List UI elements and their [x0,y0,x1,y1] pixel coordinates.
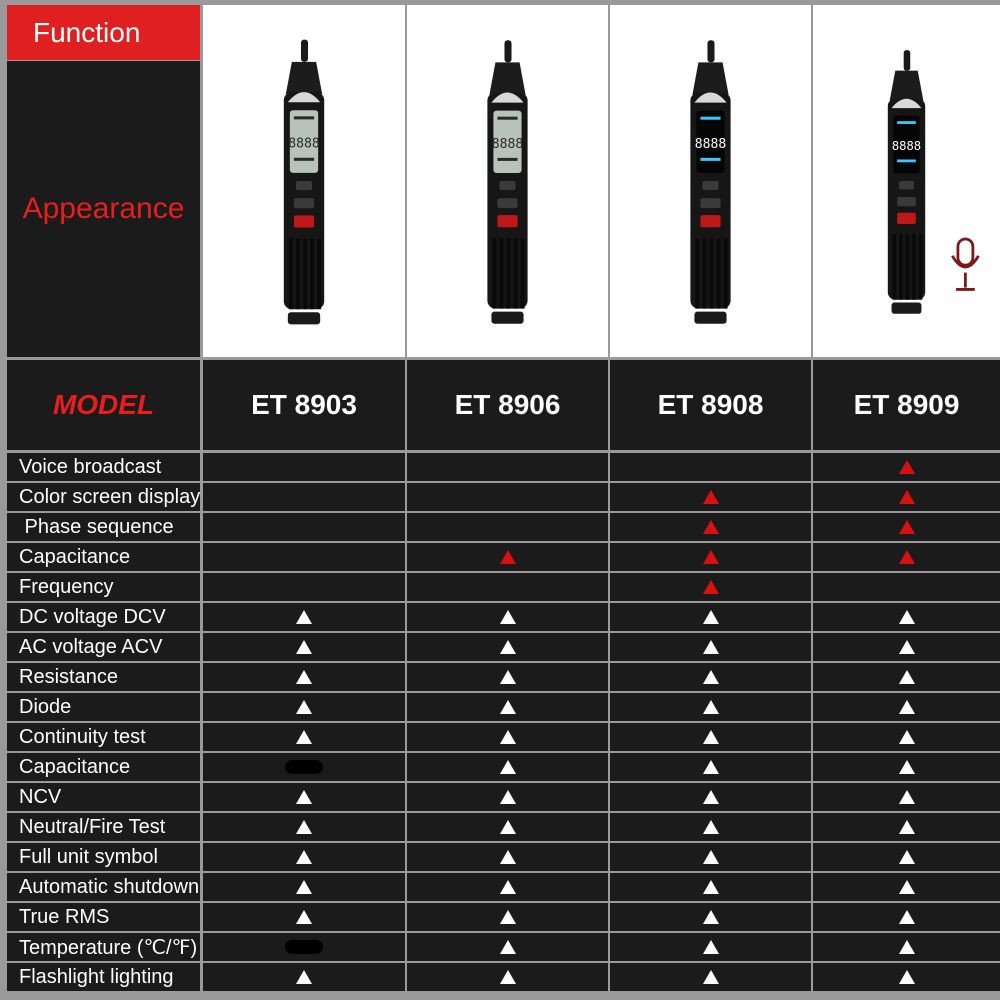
feature-cell [203,933,405,961]
feature-cell [610,633,811,661]
feature-cell [407,453,608,481]
white-triangle-mark [500,910,516,924]
feature-cell [407,723,608,751]
white-triangle-mark [703,730,719,744]
feature-cell [610,873,811,901]
white-triangle-mark [500,850,516,864]
white-triangle-mark [500,640,516,654]
feature-cell [813,453,1000,481]
feature-cell [203,693,405,721]
feature-cell [407,753,608,781]
white-triangle-mark [296,880,312,894]
feature-cell [203,543,405,571]
feature-cell [407,513,608,541]
feature-cell [813,903,1000,931]
white-triangle-mark [703,640,719,654]
white-triangle-mark [296,970,312,984]
feature-cell [610,543,811,571]
feature-cell [407,483,608,511]
feature-cell [407,873,608,901]
white-triangle-mark [899,940,915,954]
feature-cell [813,663,1000,691]
feature-label: True RMS [7,903,200,931]
feature-cell [610,483,811,511]
white-triangle-mark [703,940,719,954]
product-image-3 [610,5,811,357]
white-triangle-mark [296,910,312,924]
red-triangle-mark [703,550,719,564]
feature-cell [203,603,405,631]
white-triangle-mark [500,730,516,744]
feature-label: Frequency [7,573,200,601]
white-triangle-mark [703,850,719,864]
product-image-2 [407,5,608,357]
white-triangle-mark [500,700,516,714]
feature-cell [610,723,811,751]
white-triangle-mark [703,670,719,684]
feature-cell [407,933,608,961]
svg-text:8888: 8888 [694,136,727,152]
feature-cell [610,903,811,931]
white-triangle-mark [296,610,312,624]
feature-label: Neutral/Fire Test [7,813,200,841]
white-triangle-mark [296,820,312,834]
feature-cell [203,903,405,931]
white-triangle-mark [500,880,516,894]
white-triangle-mark [296,730,312,744]
white-triangle-mark [296,640,312,654]
white-triangle-mark [703,820,719,834]
feature-cell [203,483,405,511]
feature-cell [407,633,608,661]
feature-cell [407,663,608,691]
red-triangle-mark [703,490,719,504]
feature-cell [610,963,811,991]
white-triangle-mark [296,850,312,864]
microphone-icon [952,239,978,289]
feature-cell [813,633,1000,661]
white-triangle-mark [500,670,516,684]
feature-cell [813,543,1000,571]
feature-cell [407,603,608,631]
feature-cell [203,753,405,781]
feature-cell [813,753,1000,781]
feature-cell [407,573,608,601]
feature-cell [610,603,811,631]
function-header: Function [7,5,200,60]
red-triangle-mark [899,490,915,504]
red-triangle-mark [899,520,915,534]
feature-label: Voice broadcast [7,453,200,481]
white-triangle-mark [899,670,915,684]
feature-cell [203,813,405,841]
white-triangle-mark [899,700,915,714]
feature-cell [610,933,811,961]
white-triangle-mark [899,820,915,834]
svg-text:8888: 8888 [491,136,524,152]
feature-cell [203,513,405,541]
feature-cell [610,783,811,811]
feature-cell [813,573,1000,601]
red-triangle-mark [500,550,516,564]
white-triangle-mark [500,610,516,624]
appearance-label: Appearance [7,61,200,357]
feature-label: Continuity test [7,723,200,751]
feature-cell [407,543,608,571]
redacted-mark [285,940,323,954]
product-image-1 [203,5,405,357]
red-triangle-mark [899,550,915,564]
feature-label: Automatic shutdown [7,873,200,901]
white-triangle-mark [500,820,516,834]
feature-label: Capacitance [7,753,200,781]
feature-cell [610,753,811,781]
white-triangle-mark [899,910,915,924]
feature-label: Color screen display [7,483,200,511]
model-name: ET 8909 [813,360,1000,450]
feature-cell [610,843,811,871]
red-triangle-mark [899,460,915,474]
feature-cell [203,663,405,691]
white-triangle-mark [899,850,915,864]
feature-cell [813,783,1000,811]
feature-cell [203,633,405,661]
white-triangle-mark [703,880,719,894]
feature-cell [610,693,811,721]
white-triangle-mark [703,910,719,924]
multimeter-pen-icon [888,50,925,314]
feature-label: Phase sequence [7,513,200,541]
feature-label: AC voltage ACV [7,633,200,661]
feature-cell [407,813,608,841]
feature-label: Capacitance [7,543,200,571]
feature-cell [203,843,405,871]
white-triangle-mark [703,700,719,714]
multimeter-pen-icon [284,40,324,325]
feature-cell [813,513,1000,541]
feature-label: Resistance [7,663,200,691]
model-name: ET 8906 [407,360,608,450]
red-triangle-mark [703,580,719,594]
feature-cell [203,453,405,481]
feature-cell [610,573,811,601]
white-triangle-mark [703,790,719,804]
white-triangle-mark [899,730,915,744]
feature-cell [813,963,1000,991]
feature-cell [203,873,405,901]
feature-cell [813,933,1000,961]
feature-cell [407,963,608,991]
feature-cell [407,783,608,811]
feature-label: Diode [7,693,200,721]
redacted-mark [285,760,323,774]
white-triangle-mark [296,670,312,684]
white-triangle-mark [899,760,915,774]
feature-label: Flashlight lighting [7,963,200,991]
white-triangle-mark [899,880,915,894]
feature-cell [203,963,405,991]
feature-label: NCV [7,783,200,811]
feature-cell [610,513,811,541]
white-triangle-mark [899,790,915,804]
white-triangle-mark [296,700,312,714]
white-triangle-mark [703,760,719,774]
model-name: ET 8908 [610,360,811,450]
feature-cell [407,843,608,871]
feature-cell [813,873,1000,901]
white-triangle-mark [899,970,915,984]
feature-cell [610,813,811,841]
svg-text:8888: 8888 [288,136,320,152]
multimeter-pen-icon [487,40,527,323]
white-triangle-mark [500,790,516,804]
feature-label: Temperature (℃/℉) [7,933,200,961]
white-triangle-mark [703,610,719,624]
feature-cell [203,723,405,751]
feature-cell [610,663,811,691]
feature-cell [813,483,1000,511]
feature-cell [813,813,1000,841]
feature-cell [813,603,1000,631]
white-triangle-mark [500,970,516,984]
model-label: MODEL [7,360,200,450]
feature-cell [813,723,1000,751]
feature-cell [813,693,1000,721]
feature-cell [203,783,405,811]
white-triangle-mark [296,790,312,804]
feature-cell [407,693,608,721]
white-triangle-mark [500,940,516,954]
feature-cell [203,573,405,601]
white-triangle-mark [500,760,516,774]
white-triangle-mark [703,970,719,984]
feature-label: Full unit symbol [7,843,200,871]
white-triangle-mark [899,640,915,654]
feature-cell [813,843,1000,871]
multimeter-pen-icon [690,40,730,323]
feature-label: DC voltage DCV [7,603,200,631]
feature-cell [407,903,608,931]
product-image-4 [813,5,1000,357]
svg-text:8888: 8888 [891,139,922,154]
white-triangle-mark [899,610,915,624]
feature-cell [610,453,811,481]
red-triangle-mark [703,520,719,534]
model-name: ET 8903 [203,360,405,450]
